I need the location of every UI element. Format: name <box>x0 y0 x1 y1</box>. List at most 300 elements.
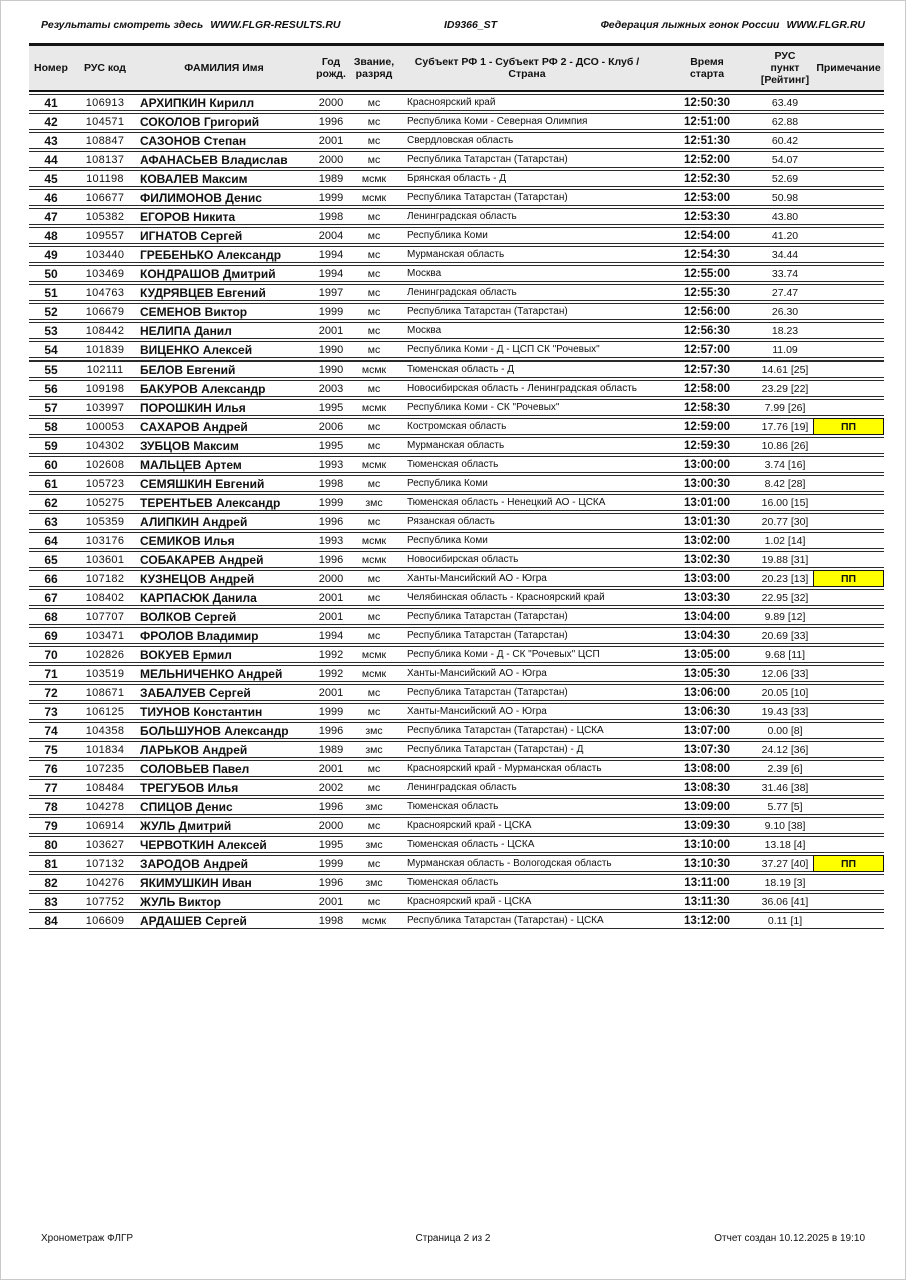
team-cell: Новосибирская область - Ленинградская область <box>397 380 657 397</box>
athlete-name-cell: САХАРОВ Андрей <box>137 418 311 435</box>
rank-cell: змс <box>351 874 397 891</box>
team-cell: Ленинградская область <box>397 208 657 225</box>
team-cell: Москва <box>397 322 657 339</box>
team-cell: Ханты-Мансийский АО - Югра <box>397 703 657 720</box>
rank-cell: змс <box>351 836 397 853</box>
start-time-cell: 13:06:00 <box>657 684 757 701</box>
team-cell: Ханты-Мансийский АО - Югра <box>397 570 657 587</box>
rus-points-cell: 10.86 [26] <box>757 437 813 454</box>
bib-cell: 74 <box>29 722 73 739</box>
team-cell: Тюменская область <box>397 798 657 815</box>
bib-cell: 66 <box>29 570 73 587</box>
birth-year-cell: 2000 <box>311 570 351 587</box>
start-time-cell: 12:59:00 <box>657 418 757 435</box>
birth-year-cell: 2002 <box>311 779 351 796</box>
bib-cell: 60 <box>29 456 73 473</box>
rus-code-cell: 101839 <box>73 341 137 358</box>
rus-code-cell: 109198 <box>73 380 137 397</box>
rus-points-cell: 14.61 [25] <box>757 360 813 378</box>
start-time-cell: 12:52:30 <box>657 170 757 187</box>
birth-year-cell: 1999 <box>311 494 351 511</box>
athlete-name-cell: КУДРЯВЦЕВ Евгений <box>137 284 311 301</box>
birth-year-cell: 2001 <box>311 132 351 149</box>
athlete-name-cell: КУЗНЕЦОВ Андрей <box>137 570 311 587</box>
athlete-name-cell: ФИЛИМОНОВ Денис <box>137 189 311 206</box>
athlete-name-cell: ЗУБЦОВ Максим <box>137 437 311 454</box>
table-row <box>29 817 884 834</box>
rus-code-cell: 108671 <box>73 684 137 701</box>
athlete-name-cell: КАРПАСЮК Данила <box>137 589 311 606</box>
birth-year-cell: 2001 <box>311 608 351 625</box>
table-row <box>29 284 884 301</box>
note-cell <box>813 94 884 111</box>
bib-cell: 65 <box>29 551 73 568</box>
table-row <box>29 665 884 682</box>
rus-points-cell: 1.02 [14] <box>757 532 813 549</box>
team-cell: Республика Татарстан (Татарстан) <box>397 627 657 644</box>
birth-year-cell: 1999 <box>311 303 351 320</box>
rus-points-cell: 3.74 [16] <box>757 456 813 473</box>
athlete-name-cell: ИГНАТОВ Сергей <box>137 227 311 244</box>
athlete-name-cell: СОБАКАРЕВ Андрей <box>137 551 311 568</box>
team-cell: Красноярский край - Мурманская область <box>397 760 657 777</box>
col-header-start-time: Время старта <box>657 43 757 92</box>
rus-code-cell: 108402 <box>73 589 137 606</box>
federation-label: Федерация лыжных гонок России <box>600 19 780 31</box>
team-cell: Республика Татарстан (Татарстан) <box>397 151 657 168</box>
rus-code-cell: 108484 <box>73 779 137 796</box>
note-cell <box>813 113 884 130</box>
table-row <box>29 627 884 644</box>
birth-year-cell: 2001 <box>311 589 351 606</box>
table-row <box>29 760 884 777</box>
table-row <box>29 513 884 530</box>
start-time-cell: 12:58:30 <box>657 399 757 416</box>
table-row <box>29 912 884 929</box>
results-site-url: WWW.FLGR-RESULTS.RU <box>210 19 341 31</box>
rus-code-cell: 106914 <box>73 817 137 834</box>
athlete-name-cell: ЯКИМУШКИН Иван <box>137 874 311 891</box>
note-cell <box>813 456 884 473</box>
athlete-name-cell: СОЛОВЬЕВ Павел <box>137 760 311 777</box>
rank-cell: мс <box>351 246 397 263</box>
table-row <box>29 570 884 587</box>
results-here-label: Результаты смотреть здесь <box>41 19 204 31</box>
athlete-name-cell: БАКУРОВ Александр <box>137 380 311 397</box>
table-row <box>29 208 884 225</box>
rank-cell: мс <box>351 589 397 606</box>
rus-code-cell: 109557 <box>73 227 137 244</box>
start-time-cell: 13:09:30 <box>657 817 757 834</box>
start-time-cell: 13:06:30 <box>657 703 757 720</box>
team-cell: Республика Татарстан (Татарстан) - Д <box>397 741 657 758</box>
bib-cell: 49 <box>29 246 73 263</box>
birth-year-cell: 1995 <box>311 437 351 454</box>
bib-cell: 62 <box>29 494 73 511</box>
team-cell: Тюменская область <box>397 874 657 891</box>
bib-cell: 84 <box>29 912 73 929</box>
birth-year-cell: 1997 <box>311 284 351 301</box>
col-header-team: Субъект РФ 1 - Субъект РФ 2 - ДСО - Клуб / Страна <box>397 43 657 92</box>
rus-code-cell: 103601 <box>73 551 137 568</box>
bib-cell: 61 <box>29 475 73 492</box>
note-cell: ПП <box>813 855 884 872</box>
rus-points-cell: 43.80 <box>757 208 813 225</box>
rus-code-cell: 102111 <box>73 360 137 378</box>
rank-cell: змс <box>351 494 397 511</box>
note-cell <box>813 912 884 929</box>
rus-points-cell: 60.42 <box>757 132 813 149</box>
table-row <box>29 265 884 282</box>
rus-points-cell: 20.05 [10] <box>757 684 813 701</box>
rus-code-cell: 106677 <box>73 189 137 206</box>
athlete-name-cell: КОВАЛЕВ Максим <box>137 170 311 187</box>
bib-cell: 73 <box>29 703 73 720</box>
rus-points-cell: 9.10 [38] <box>757 817 813 834</box>
bib-cell: 69 <box>29 627 73 644</box>
rus-code-cell: 105382 <box>73 208 137 225</box>
rus-code-cell: 104763 <box>73 284 137 301</box>
note-cell <box>813 817 884 834</box>
rus-points-cell: 18.19 [3] <box>757 874 813 891</box>
rus-points-cell: 8.42 [28] <box>757 475 813 492</box>
rus-code-cell: 108442 <box>73 322 137 339</box>
note-cell: ПП <box>813 570 884 587</box>
athlete-name-cell: ТИУНОВ Константин <box>137 703 311 720</box>
table-body <box>29 94 884 929</box>
rank-cell: мс <box>351 684 397 701</box>
rus-code-cell: 102608 <box>73 456 137 473</box>
rus-code-cell: 102826 <box>73 646 137 663</box>
table-row <box>29 779 884 796</box>
rus-points-cell: 23.29 [22] <box>757 380 813 397</box>
rank-cell: мс <box>351 322 397 339</box>
start-time-cell: 12:57:30 <box>657 360 757 378</box>
bib-cell: 75 <box>29 741 73 758</box>
rank-cell: мсмк <box>351 912 397 929</box>
table-row <box>29 798 884 815</box>
rus-code-cell: 107132 <box>73 855 137 872</box>
note-cell <box>813 874 884 891</box>
start-time-cell: 13:03:30 <box>657 589 757 606</box>
table-row <box>29 94 884 111</box>
note-cell <box>813 589 884 606</box>
start-time-cell: 12:59:30 <box>657 437 757 454</box>
note-cell <box>813 532 884 549</box>
col-header-birth-year: Год рожд. <box>311 43 351 92</box>
birth-year-cell: 1996 <box>311 874 351 891</box>
rus-code-cell: 107235 <box>73 760 137 777</box>
rank-cell: мс <box>351 893 397 910</box>
rank-cell: мсмк <box>351 170 397 187</box>
rus-code-cell: 103176 <box>73 532 137 549</box>
note-cell <box>813 208 884 225</box>
note-cell <box>813 513 884 530</box>
start-time-cell: 13:00:00 <box>657 456 757 473</box>
note-cell <box>813 741 884 758</box>
bib-cell: 83 <box>29 893 73 910</box>
rank-cell: мс <box>351 703 397 720</box>
bib-cell: 44 <box>29 151 73 168</box>
start-time-cell: 12:51:00 <box>657 113 757 130</box>
start-time-cell: 13:04:00 <box>657 608 757 625</box>
rus-code-cell: 106609 <box>73 912 137 929</box>
birth-year-cell: 1998 <box>311 912 351 929</box>
start-time-cell: 12:55:00 <box>657 265 757 282</box>
rus-code-cell: 107752 <box>73 893 137 910</box>
bib-cell: 51 <box>29 284 73 301</box>
rus-code-cell: 106125 <box>73 703 137 720</box>
rank-cell: мс <box>351 265 397 282</box>
table-row <box>29 303 884 320</box>
start-list-table <box>29 41 884 931</box>
rank-cell: мс <box>351 817 397 834</box>
table-row <box>29 380 884 397</box>
rus-code-cell: 108137 <box>73 151 137 168</box>
rus-points-cell: 62.88 <box>757 113 813 130</box>
bib-cell: 43 <box>29 132 73 149</box>
athlete-name-cell: БЕЛОВ Евгений <box>137 360 311 378</box>
rus-code-cell: 105359 <box>73 513 137 530</box>
rus-points-cell: 2.39 [6] <box>757 760 813 777</box>
col-header-name: ФАМИЛИЯ Имя <box>137 43 311 92</box>
athlete-name-cell: МЕЛЬНИЧЕНКО Андрей <box>137 665 311 682</box>
rus-points-cell: 24.12 [36] <box>757 741 813 758</box>
rus-code-cell: 104571 <box>73 113 137 130</box>
rank-cell: змс <box>351 722 397 739</box>
birth-year-cell: 2003 <box>311 380 351 397</box>
bib-cell: 47 <box>29 208 73 225</box>
bib-cell: 77 <box>29 779 73 796</box>
bib-cell: 46 <box>29 189 73 206</box>
table-row <box>29 246 884 263</box>
athlete-name-cell: СОКОЛОВ Григорий <box>137 113 311 130</box>
team-cell: Москва <box>397 265 657 282</box>
birth-year-cell: 1996 <box>311 798 351 815</box>
note-cell <box>813 608 884 625</box>
rank-cell: мс <box>351 437 397 454</box>
start-time-cell: 12:57:00 <box>657 341 757 358</box>
athlete-name-cell: СПИЦОВ Денис <box>137 798 311 815</box>
bib-cell: 80 <box>29 836 73 853</box>
rank-cell: мсмк <box>351 532 397 549</box>
table-row <box>29 589 884 606</box>
table-row <box>29 703 884 720</box>
rus-code-cell: 100053 <box>73 418 137 435</box>
note-cell <box>813 684 884 701</box>
note-cell <box>813 341 884 358</box>
note-cell <box>813 380 884 397</box>
start-time-cell: 12:50:30 <box>657 94 757 111</box>
team-cell: Мурманская область <box>397 437 657 454</box>
team-cell: Республика Коми - Д - ЦСП СК "Рочевых" <box>397 341 657 358</box>
rus-code-cell: 105723 <box>73 475 137 492</box>
col-header-rus-points: РУС пункт [Рейтинг] <box>757 43 813 92</box>
athlete-name-cell: ЖУЛЬ Дмитрий <box>137 817 311 834</box>
start-time-cell: 12:51:30 <box>657 132 757 149</box>
header-left <box>41 19 341 31</box>
birth-year-cell: 1994 <box>311 265 351 282</box>
rus-code-cell: 103519 <box>73 665 137 682</box>
birth-year-cell: 1994 <box>311 627 351 644</box>
rus-code-cell: 101198 <box>73 170 137 187</box>
note-cell <box>813 646 884 663</box>
team-cell: Республика Татарстан (Татарстан) <box>397 189 657 206</box>
note-cell <box>813 265 884 282</box>
athlete-name-cell: СЕМЯШКИН Евгений <box>137 475 311 492</box>
note-cell <box>813 798 884 815</box>
athlete-name-cell: АЛИПКИН Андрей <box>137 513 311 530</box>
rus-points-cell: 54.07 <box>757 151 813 168</box>
rank-cell: мс <box>351 760 397 777</box>
team-cell: Республика Коми <box>397 475 657 492</box>
note-cell <box>813 132 884 149</box>
start-time-cell: 13:11:30 <box>657 893 757 910</box>
document-id: ID9366_ST <box>443 19 498 31</box>
athlete-name-cell: АРДАШЕВ Сергей <box>137 912 311 929</box>
start-time-cell: 13:09:00 <box>657 798 757 815</box>
start-time-cell: 13:10:00 <box>657 836 757 853</box>
rank-cell: мсмк <box>351 189 397 206</box>
table-row <box>29 170 884 187</box>
team-cell: Челябинская область - Красноярский край <box>397 589 657 606</box>
birth-year-cell: 1992 <box>311 665 351 682</box>
start-time-cell: 13:12:00 <box>657 912 757 929</box>
rank-cell: мс <box>351 380 397 397</box>
table-row <box>29 608 884 625</box>
athlete-name-cell: СЕМЕНОВ Виктор <box>137 303 311 320</box>
athlete-name-cell: ВОКУЕВ Ермил <box>137 646 311 663</box>
table-row <box>29 855 884 872</box>
rank-cell: змс <box>351 741 397 758</box>
team-cell: Рязанская область <box>397 513 657 530</box>
header-right <box>601 19 865 31</box>
table-row <box>29 456 884 473</box>
athlete-name-cell: КОНДРАШОВ Дмитрий <box>137 265 311 282</box>
birth-year-cell: 1999 <box>311 189 351 206</box>
athlete-name-cell: НЕЛИПА Данил <box>137 322 311 339</box>
birth-year-cell: 1996 <box>311 722 351 739</box>
team-cell: Костромская область <box>397 418 657 435</box>
start-time-cell: 12:54:00 <box>657 227 757 244</box>
note-cell <box>813 494 884 511</box>
rus-points-cell: 50.98 <box>757 189 813 206</box>
header-center <box>341 19 601 31</box>
note-cell <box>813 360 884 378</box>
birth-year-cell: 1995 <box>311 399 351 416</box>
birth-year-cell: 1989 <box>311 741 351 758</box>
bib-cell: 71 <box>29 665 73 682</box>
bib-cell: 42 <box>29 113 73 130</box>
rus-code-cell: 103471 <box>73 627 137 644</box>
birth-year-cell: 1996 <box>311 551 351 568</box>
team-cell: Республика Коми <box>397 227 657 244</box>
team-cell: Республика Коми - Северная Олимпия <box>397 113 657 130</box>
rank-cell: мс <box>351 151 397 168</box>
athlete-name-cell: САЗОНОВ Степан <box>137 132 311 149</box>
athlete-name-cell: ЕГОРОВ Никита <box>137 208 311 225</box>
bib-cell: 81 <box>29 855 73 872</box>
rus-points-cell: 34.44 <box>757 246 813 263</box>
note-cell <box>813 665 884 682</box>
bib-cell: 41 <box>29 94 73 111</box>
table-row <box>29 113 884 130</box>
note-cell <box>813 322 884 339</box>
federation-url: WWW.FLGR.RU <box>786 19 865 31</box>
bib-cell: 68 <box>29 608 73 625</box>
note-cell: ПП <box>813 418 884 435</box>
document-footer <box>41 1233 865 1244</box>
birth-year-cell: 1998 <box>311 475 351 492</box>
note-cell <box>813 189 884 206</box>
note-cell <box>813 227 884 244</box>
rus-code-cell: 103469 <box>73 265 137 282</box>
rus-points-cell: 31.46 [38] <box>757 779 813 796</box>
bib-cell: 56 <box>29 380 73 397</box>
birth-year-cell: 1996 <box>311 113 351 130</box>
rus-code-cell: 107182 <box>73 570 137 587</box>
rus-code-cell: 106679 <box>73 303 137 320</box>
rus-points-cell: 7.99 [26] <box>757 399 813 416</box>
rus-code-cell: 104278 <box>73 798 137 815</box>
team-cell: Тюменская область <box>397 456 657 473</box>
rank-cell: мс <box>351 513 397 530</box>
start-time-cell: 12:58:00 <box>657 380 757 397</box>
rank-cell: мс <box>351 94 397 111</box>
athlete-name-cell: ЖУЛЬ Виктор <box>137 893 311 910</box>
birth-year-cell: 2001 <box>311 684 351 701</box>
bib-cell: 45 <box>29 170 73 187</box>
team-cell: Республика Татарстан (Татарстан) - ЦСКА <box>397 722 657 739</box>
rank-cell: мсмк <box>351 665 397 682</box>
rus-points-cell: 52.69 <box>757 170 813 187</box>
table-row <box>29 684 884 701</box>
team-cell: Тюменская область - Ненецкий АО - ЦСКА <box>397 494 657 511</box>
birth-year-cell: 2006 <box>311 418 351 435</box>
team-cell: Республика Коми - Д - СК "Рочевых" ЦСП <box>397 646 657 663</box>
table-row <box>29 475 884 492</box>
rus-points-cell: 9.89 [12] <box>757 608 813 625</box>
rank-cell: мс <box>351 570 397 587</box>
athlete-name-cell: ВОЛКОВ Сергей <box>137 608 311 625</box>
athlete-name-cell: ФРОЛОВ Владимир <box>137 627 311 644</box>
team-cell: Республика Татарстан (Татарстан) - ЦСКА <box>397 912 657 929</box>
rus-points-cell: 27.47 <box>757 284 813 301</box>
birth-year-cell: 1989 <box>311 170 351 187</box>
rank-cell: мс <box>351 418 397 435</box>
rus-code-cell: 104276 <box>73 874 137 891</box>
rus-points-cell: 20.77 [30] <box>757 513 813 530</box>
note-cell <box>813 399 884 416</box>
athlete-name-cell: ПОРОШКИН Илья <box>137 399 311 416</box>
team-cell: Тюменская область - ЦСКА <box>397 836 657 853</box>
start-time-cell: 13:04:30 <box>657 627 757 644</box>
note-cell <box>813 760 884 777</box>
birth-year-cell: 2000 <box>311 817 351 834</box>
start-time-cell: 12:56:30 <box>657 322 757 339</box>
birth-year-cell: 2001 <box>311 322 351 339</box>
start-time-cell: 12:55:30 <box>657 284 757 301</box>
rus-points-cell: 16.00 [15] <box>757 494 813 511</box>
start-time-cell: 13:01:30 <box>657 513 757 530</box>
bib-cell: 57 <box>29 399 73 416</box>
footer-timing-label: Хронометраж ФЛГР <box>41 1233 134 1244</box>
rank-cell: мс <box>351 341 397 358</box>
start-time-cell: 13:08:30 <box>657 779 757 796</box>
athlete-name-cell: ТРЕГУБОВ Илья <box>137 779 311 796</box>
start-time-cell: 13:07:00 <box>657 722 757 739</box>
athlete-name-cell: АФАНАСЬЕВ Владислав <box>137 151 311 168</box>
